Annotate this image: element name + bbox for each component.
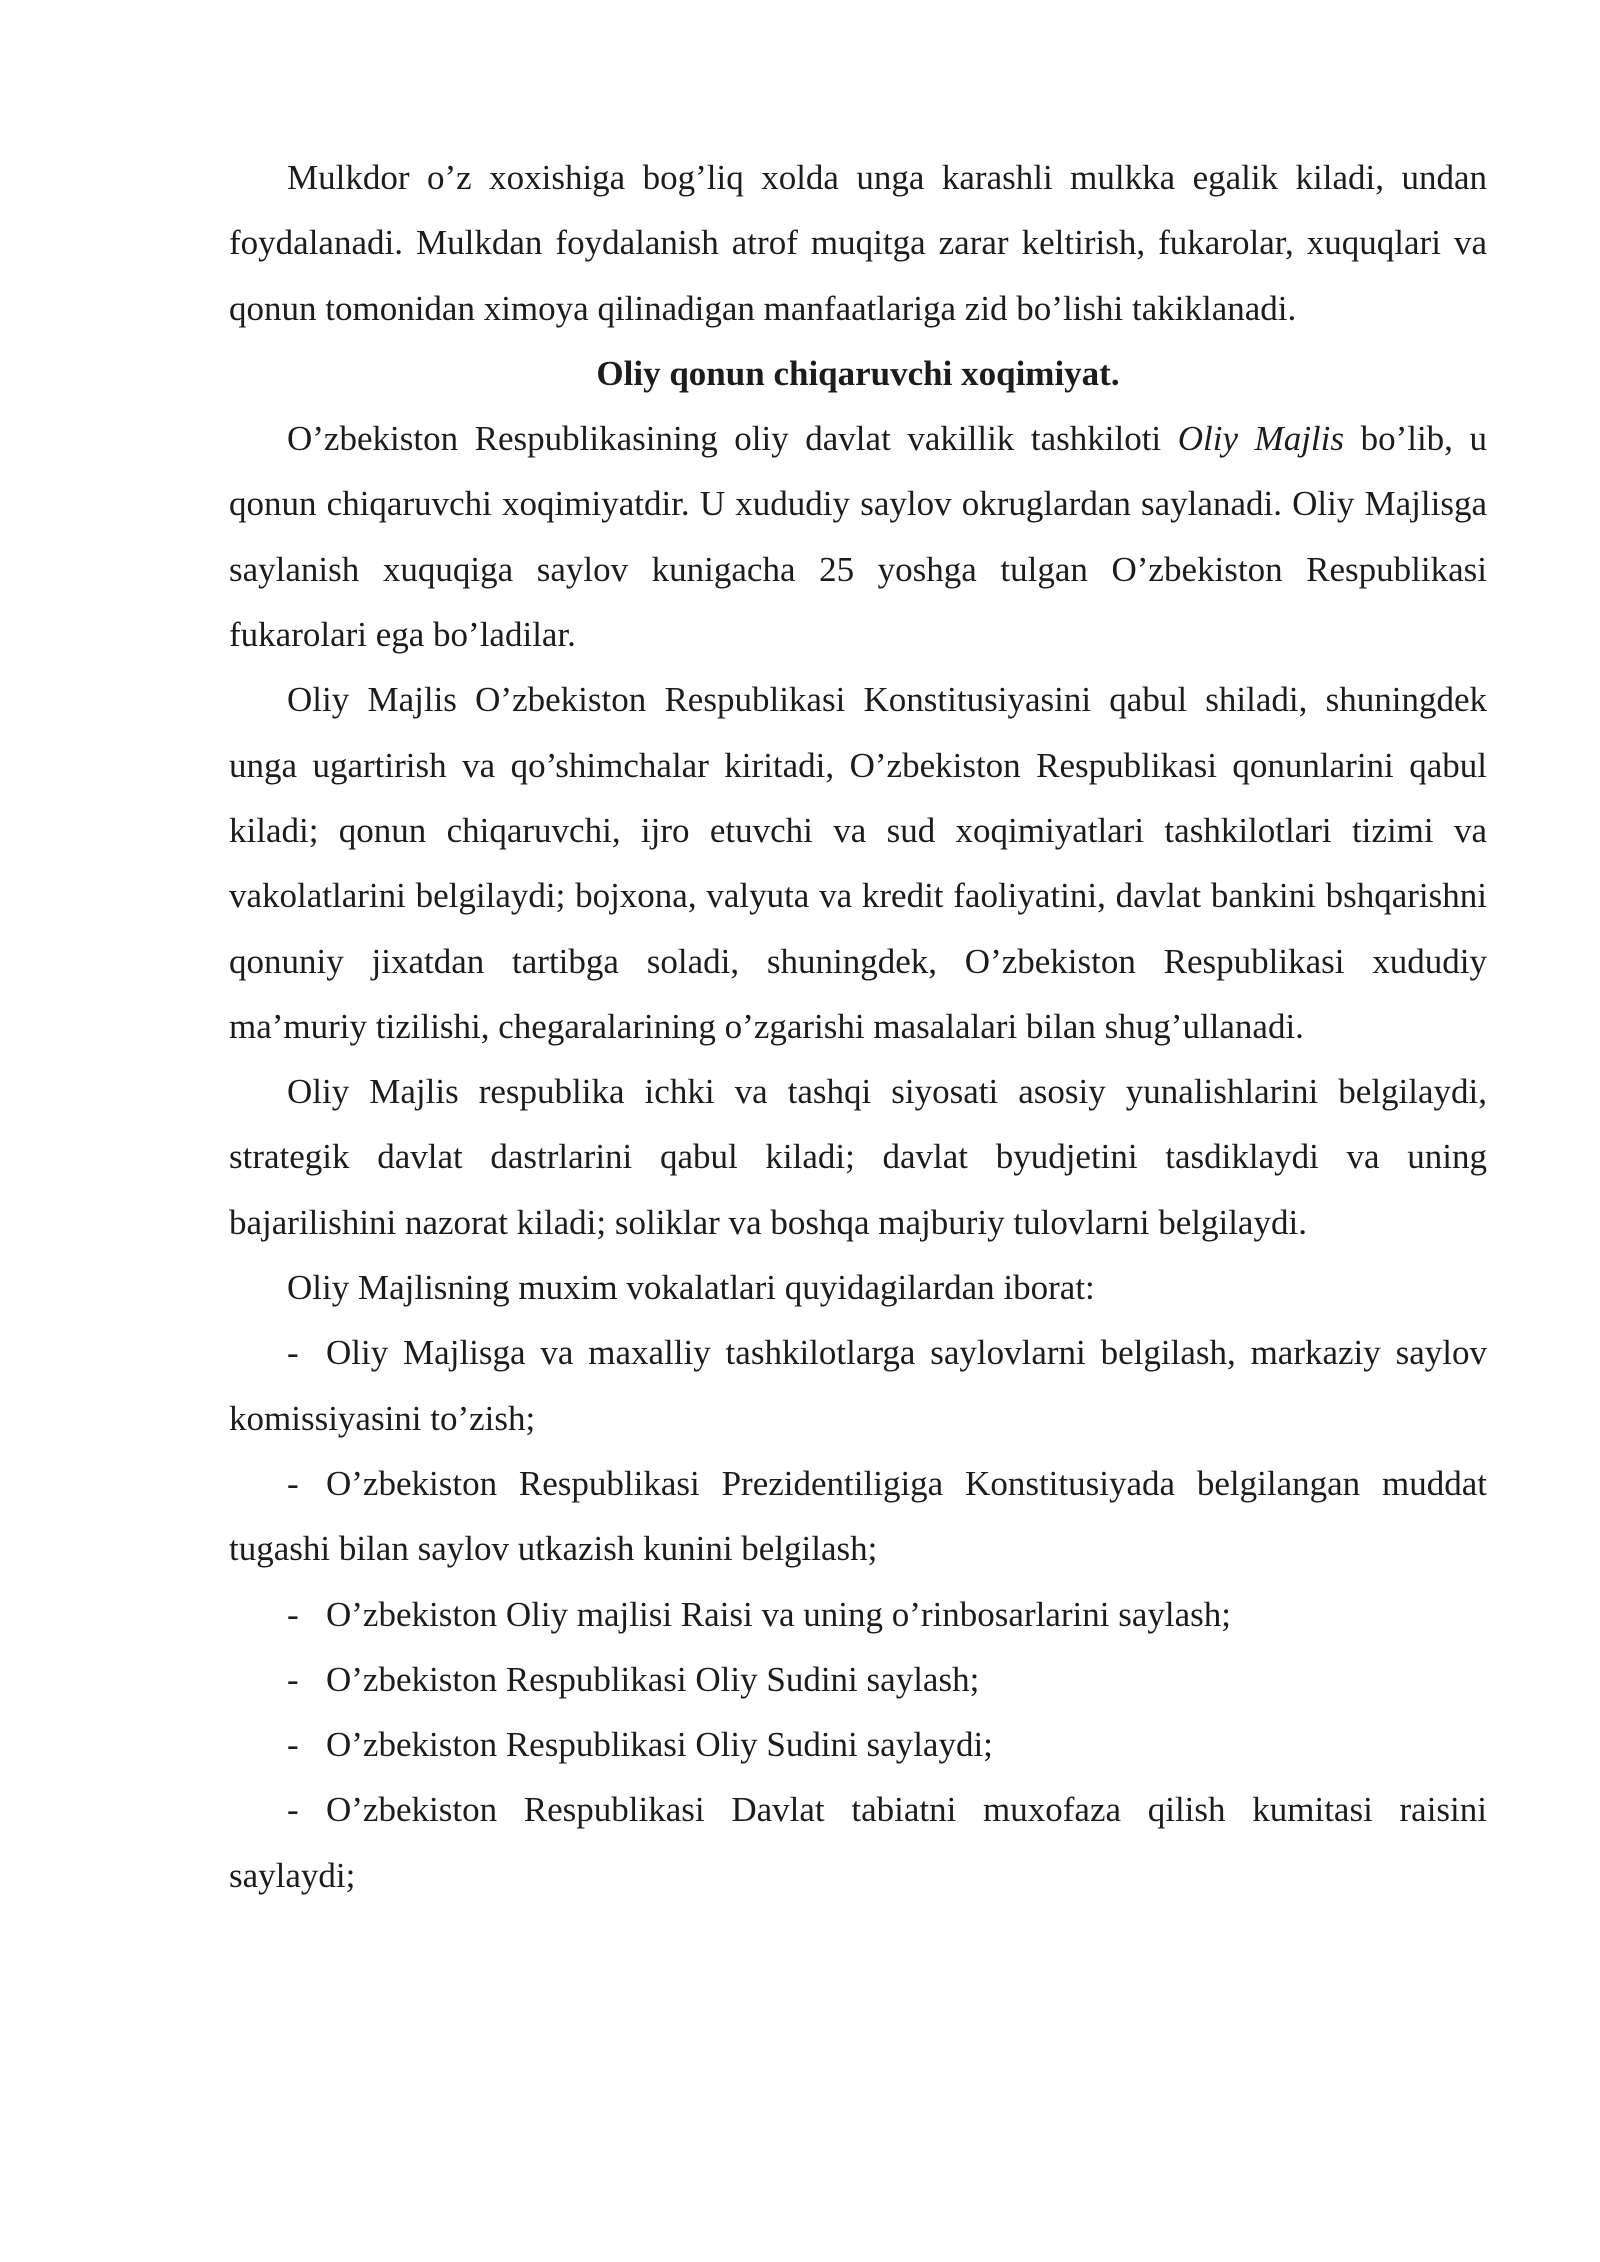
list-item-text: O’zbekiston Respublikasi Prezidentiligiga Konstitusiyada belgilangan muddat tugashi bilan saylov utkazish kunini belgilash; <box>229 1463 1487 1569</box>
list-item-text: O’zbekiston Respublikasi Davlat tabiatni muxofaza qilish kumitasi raisini saylaydi; <box>229 1790 1487 1895</box>
list-item-text: O’zbekiston Oliy majlisi Raisi va uning o’rinbosarlarini saylash; <box>326 1594 1231 1634</box>
list-item-text: Oliy Majlisga va maxalliy tashkilotlarga saylovlarni belgilash, markaziy saylov komissiyasini to’zish; <box>229 1333 1487 1438</box>
list-item <box>229 1712 1487 1777</box>
list-dash: - <box>287 1790 299 1830</box>
document-page <box>229 145 1487 1908</box>
paragraph-text: bo’lib, u qonun chiqaruvchi xoqimiyatdir. U xududiy saylov okruglardan saylanadi. Oliy Majlisga saylanish xuquqiga saylov kunigacha 25 yoshga tulgan O’zbekiston Respublikasi fukarolari ega bo’ladilar. <box>229 419 1487 655</box>
list-dash: - <box>287 1725 299 1765</box>
list-dash: - <box>287 1463 299 1503</box>
paragraph-policy: Oliy Majlis respublika ichki va tashqi siyosati asosiy yunalishlarini belgilaydi, strategik davlat dastrlarini qabul kiladi; davlat byudjetini tasdiklaydi va uning bajarilishini nazorat kiladi; soliklar va boshqa majburiy tulovlarni belgilaydi. <box>229 1072 1487 1242</box>
list-dash: - <box>287 1659 299 1699</box>
list-dash: - <box>287 1333 299 1373</box>
italic-term: Oliy Majlis <box>1177 419 1344 459</box>
paragraph-text: O’zbekiston Respublikasining oliy davlat vakillik tashkiloti <box>287 419 1178 459</box>
list-dash: - <box>287 1594 299 1634</box>
paragraph-powers-intro: Oliy Majlisning muxim vokalatlari quyidagilardan iborat: <box>287 1268 1095 1308</box>
list-item <box>229 1320 1487 1451</box>
list-item <box>229 1451 1487 1582</box>
list-item-text: O’zbekiston Respublikasi Oliy Sudini saylaydi; <box>326 1725 993 1765</box>
paragraph-oliy-majlis-intro <box>229 406 1487 667</box>
section-heading: Oliy qonun chiqaruvchi xoqimiyat. <box>596 353 1120 393</box>
list-item <box>229 1647 1487 1712</box>
paragraph-ownership: Mulkdor o’z xoxishiga bog’liq xolda unga karashli mulkka egalik kiladi, undan foydalanadi. Mulkdan foydalanish atrof muqitga zarar keltirish, fukarolar, xuquqlari va qonun tomonidan ximoya qilinadigan manfaatlariga zid bo’lishi takiklanadi. <box>229 158 1487 328</box>
list-item-text: O’zbekiston Respublikasi Oliy Sudini saylash; <box>326 1659 980 1699</box>
paragraph-constitution: Oliy Majlis O’zbekiston Respublikasi Konstitusiyasini qabul shiladi, shuningdek unga ugartirish va qo’shimchalar kiritadi, O’zbekiston Respublikasi qonunlarini qabul kiladi; qonun chiqaruvchi, ijro etuvchi va sud xoqimiyatlari tashkilotlari tizimi va vakolatlarini belgilaydi; bojxona, valyuta va kredit faoliyatini, davlat bankini bshqarishni qonuniy jixatdan tartibga soladi, shuningdek, O’zbekiston Respublikasi xududiy ma’muriy tizilishi, chegaralarining o’zgarishi masalalari bilan shug’ullanadi. <box>229 680 1487 1046</box>
list-item <box>229 1582 1487 1647</box>
list-item <box>229 1777 1487 1908</box>
